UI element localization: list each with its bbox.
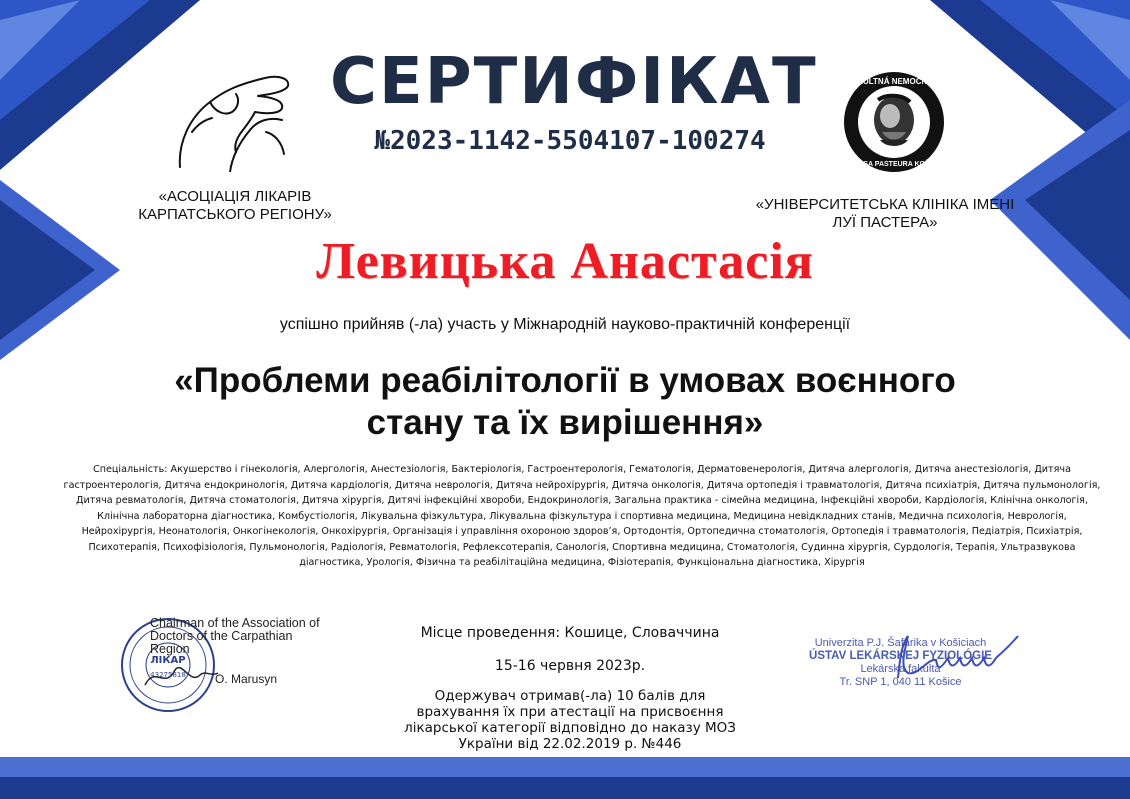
conference-title [110,360,1020,444]
stamp-center-text: ЛІКАР [150,655,186,666]
bottom-stripe-dark [0,777,1130,799]
signature-caption: Chairman of the Association of Doctors of the Carpathian Region [150,616,320,656]
recipient-name: Левицька Анастасія [316,233,814,290]
specialties-text: Спеціальність: Акушерство і гінекологія, Алергологія, Анестезіологія, Бактеріологія, Гастроентерологія, Гематологія, Дерматовенерологія, Дитяча алергологія, Дитяча анестезіологія, Дитяча гастроентерологія, Дитяча ендокринологія, Дитяча кардіологія, Дитяча неврологія, Дитяча нейрохірургія, Дитяча онкологія, Дитяча ортопедія і травматологія, Дитяча психіатрія, Дитяча пульмонологія, Дитяча ревматологія, Дитяча стоматологія, Дитяча хірургія, Дитячі інфекційні хвороби, Ендокринологія, Загальна практика - сімейна медицина, Інфекційні хвороби, Кардіологія, Клінічна онкологія, Клінічна лабораторна діагностика, Комбустіологія, Лікувальна фізкультура, Лікувальна фізкультура і спортивна медицина, Медицина невідкладних станів, Медична психологія, Неврологія, Нейрохірургія, Неонатологія, Онкогінекологія, Онкохірургія, Організація і управління охороною здоров’я, Ортодонтія, Ортопедична стоматологія, Ортопедія і травматологія, Педіатрія, Психіатрія, Психотерапія, Психофізіологія, Пульмонологія, Радіологія, Ревматологія, Рефлексотерапія, Санологія, Спортивна медицина, Стоматологія, Судинна хірургія, Сурдологія, Терапія, Ультразвукова діагностика, Урологія, Фізична та реабілітаційна медицина, Фізіотерапія, Функціональна діагностика, Хірургія [63,464,1101,568]
organizer-right: «УНІВЕРСИТЕТСЬКА КЛІНІКА ІМЕНІ ЛУЇ ПАСТЕРА» [755,196,1015,231]
seal-text: FAKULTNÁ NEMOCNICA [846,77,942,86]
certificate-number: №2023-1142-5504107-100274 [374,126,766,156]
stamp-line3: Lekárska fakulta [860,663,941,675]
conference-title-line2: стану та їх вирішення» [366,403,764,442]
signatory-name: O. Marusyn [215,672,278,686]
bottom-stripe-light [0,757,1130,777]
stamp-line2: ÚSTAV LEKÁRSKEJ FYZIOLÓGIE [809,650,992,662]
points-text: Одержувач отримав(-ла) 10 балів для врахування їх при атестації на присвоєння лікарської категорії відповідно до наказу МОЗ України від 22.02.2019 р. №446 [404,688,736,752]
venue-text: Місце проведення: Кошице, Словаччина [420,625,720,641]
svg-text:43275818: 43275818 [150,671,186,679]
organizer-left: «АСОЦІАЦІЯ ЛІКАРІВ КАРПАТСЬКОГО РЕГІОНУ» [138,188,332,223]
signature-icon [878,628,1028,688]
stamp-line1: Univerzita P.J. Šafárika v Košiciach [814,637,987,649]
participation-text: успішно прийняв (-ла) участь у Міжнародній науково-практичній конференції [279,316,851,333]
certificate-title: СЕРТИФІКАТ [330,45,818,119]
svg-text:LOUISA PASTEURA KOŠICE: LOUISA PASTEURA KOŠICE [846,161,942,168]
conference-title-line1: «Проблеми реабілітології в умовах воєнного [174,361,956,400]
signature-left-icon [140,655,220,695]
pasteur-seal-icon [842,70,946,174]
stamp-line4: Tr. SNP 1, 040 11 Košice [839,676,962,688]
hands-logo-icon [170,72,300,172]
dates-text: 15-16 червня 2023р. [494,658,646,674]
